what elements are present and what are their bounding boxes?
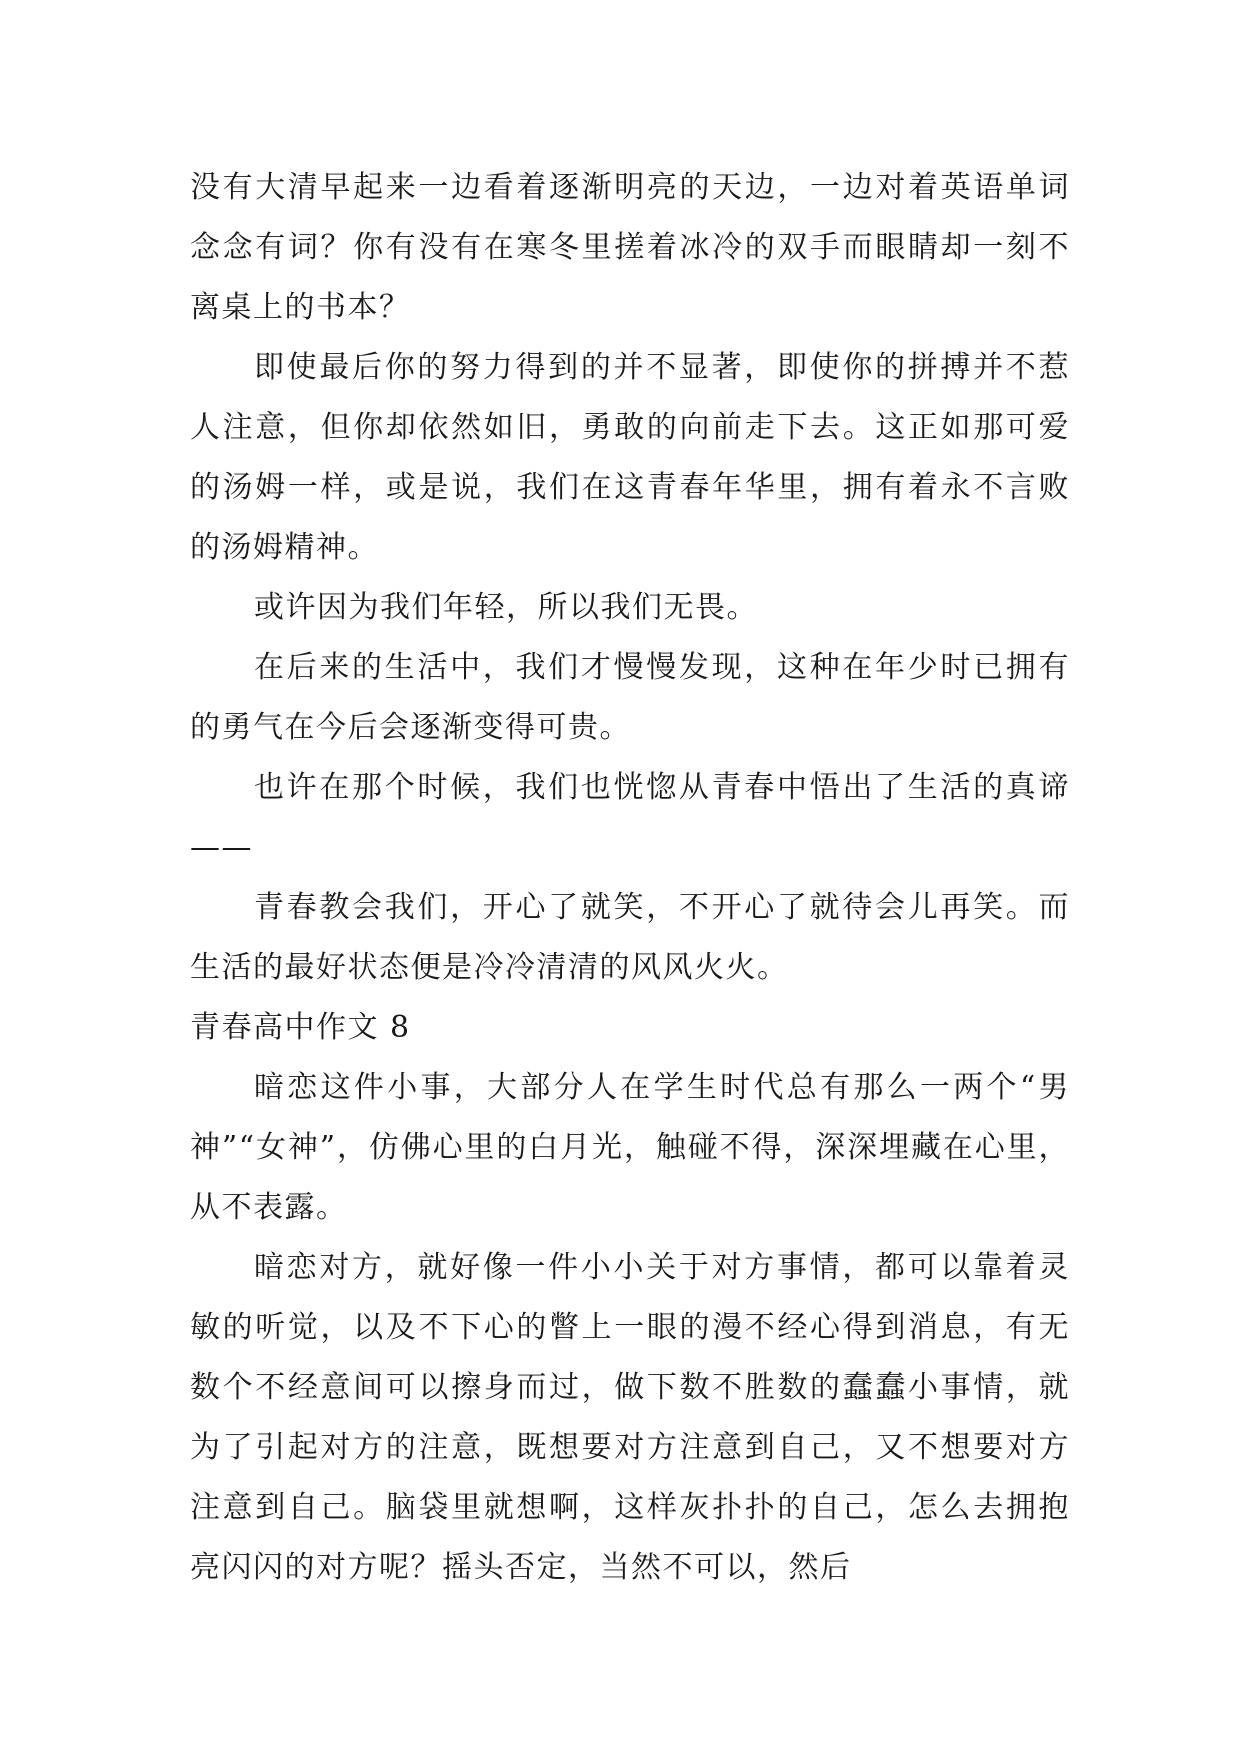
paragraph: 暗恋这件小事，大部分人在学生时代总有那么一两个“男神”“女神”，仿佛心里的白月光，触碰不得，深深埋藏在心里，从不表露。 bbox=[190, 1070, 1070, 1225]
paragraph-continuation: 没有大清早起来一边看着逐渐明亮的天边，一边对着英语单词念念有词？你有没有在寒冬里搓着冰冷的双手而眼睛却一刻不离桌上的书本？ bbox=[190, 170, 1070, 325]
paragraph: 即使最后你的努力得到的并不显著，即使你的拼搏并不惹人注意，但你却依然如旧，勇敢的向前走下去。这正如那可爱的汤姆一样，或是说，我们在这青春年华里，拥有着永不言败的汤姆精神。 bbox=[190, 350, 1070, 565]
paragraph: 或许因为我们年轻，所以我们无畏。 bbox=[254, 590, 758, 625]
paragraph: 暗恋对方，就好像一件小小关于对方事情，都可以靠着灵敏的听觉，以及不下心的瞥上一眼的漫不经心得到消息，有无数个不经意间可以擦身而过，做下数不胜数的蠢蠢小事情，就为了引起对方的注意，既想要对方注意到自己，又不想要对方注意到自己。脑袋里就想啊，这样灰扑扑的自己，怎么去拥抱亮闪闪的对方呢？摇头否定，当然不可以，然后 bbox=[190, 1250, 1070, 1585]
paragraph: 也许在那个时候，我们也恍惚从青春中悟出了生活的真谛—— bbox=[190, 770, 1070, 865]
paragraph: 青春教会我们，开心了就笑，不开心了就待会儿再笑。而生活的最好状态便是冷冷清清的风风火火。 bbox=[190, 890, 1070, 985]
paragraph: 在后来的生活中，我们才慢慢发现，这种在年少时已拥有的勇气在今后会逐渐变得可贵。 bbox=[190, 650, 1070, 745]
document-body bbox=[190, 158, 1070, 1598]
section-heading: 青春高中作文 8 bbox=[190, 1010, 411, 1045]
